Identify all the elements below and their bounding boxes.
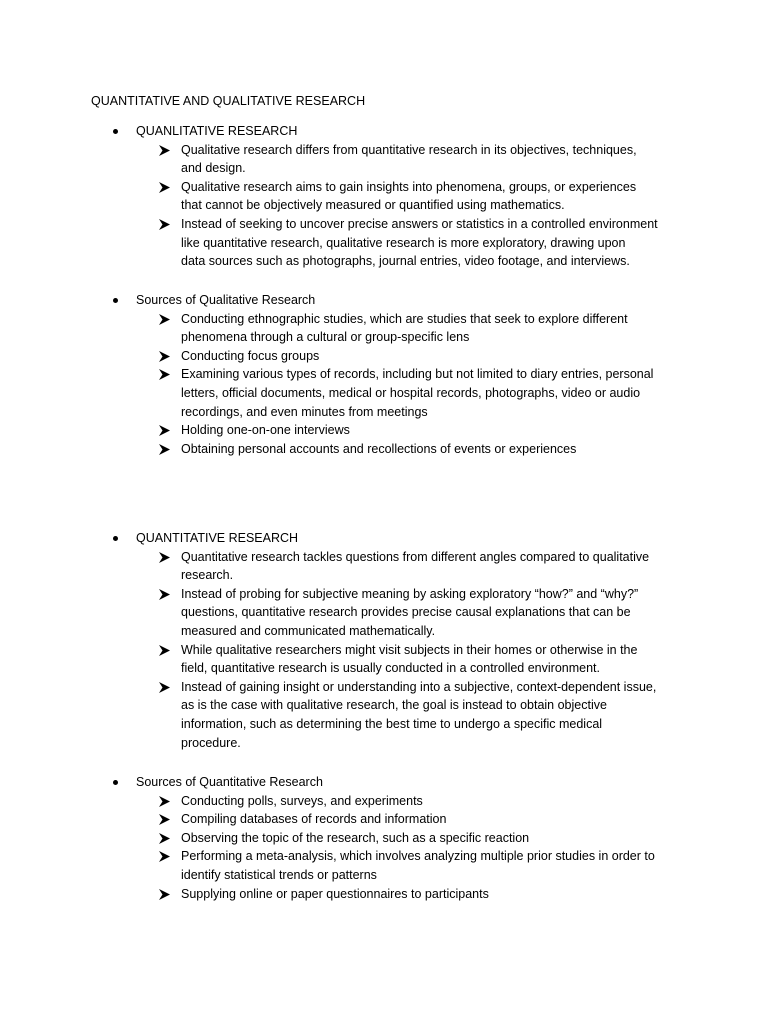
list-item — [0, 310, 677, 347]
section-sources-quantitative — [0, 773, 768, 903]
list-item — [0, 178, 677, 215]
arrowhead-bullet-icon — [158, 141, 174, 160]
list-item — [0, 141, 677, 178]
section-heading: QUANTITATIVE RESEARCH — [136, 531, 299, 545]
section-bullet — [0, 122, 768, 141]
arrowhead-bullet-icon — [158, 641, 174, 660]
arrowhead-bullet-icon — [158, 440, 174, 459]
list-item — [0, 215, 677, 271]
list-item-text: Observing the topic of the research, such as a specific reaction — [181, 830, 530, 845]
list-item — [0, 641, 677, 678]
list-item — [0, 810, 677, 829]
list-item — [0, 885, 677, 904]
list-item — [0, 548, 677, 585]
list-item-text: Instead of seeking to uncover precise answers or statistics in a controlled environment like quantitative research, qualitative research is more exploratory, drawing upon data sources such as photographs, journal entries, video footage, and interviews. — [181, 216, 658, 269]
sub-list — [0, 141, 768, 271]
list-item — [0, 829, 677, 848]
sub-list — [0, 310, 768, 459]
sub-list — [0, 548, 768, 753]
section-sources-qualitative — [0, 291, 768, 458]
list-item-text: Qualitative research aims to gain insights into phenomena, groups, or experiences that cannot be objectively measured or quantified using mathematics. — [181, 179, 637, 213]
section-bullet — [0, 529, 768, 548]
list-item — [0, 365, 677, 421]
arrowhead-bullet-icon — [158, 847, 174, 866]
list-item-text: Qualitative research differs from quantitative research in its objectives, techniques, and design. — [181, 142, 637, 176]
bullet-dot-icon — [113, 536, 118, 541]
section-heading: QUANLITATIVE RESEARCH — [136, 124, 298, 138]
list-item-text: Holding one-on-one interviews — [181, 423, 350, 438]
arrowhead-bullet-icon — [158, 310, 174, 329]
arrowhead-bullet-icon — [158, 421, 174, 440]
document-title: QUANTITATIVE AND QUALITATIVE RESEARCH — [91, 94, 366, 108]
list-item-text: Instead of probing for subjective meaning by asking exploratory “how?” and “why?” questions, quantitative research provides precise causal explanations that can be measured and communicated mathematically. — [181, 586, 639, 638]
list-item — [0, 421, 677, 440]
list-item-text: While qualitative researchers might visit subjects in their homes or otherwise in the field, quantitative research is usually conducted in a controlled environment. — [181, 642, 638, 676]
list-item-text: Quantitative research tackles questions from different angles compared to qualitative research. — [181, 549, 650, 583]
arrowhead-bullet-icon — [158, 365, 174, 384]
list-item — [0, 585, 677, 641]
arrowhead-bullet-icon — [158, 678, 174, 697]
list-item — [0, 792, 677, 811]
list-item — [0, 440, 677, 459]
arrowhead-bullet-icon — [158, 829, 174, 848]
list-item — [0, 847, 677, 884]
list-item-text: Performing a meta-analysis, which involves analyzing multiple prior studies in order to identify statistical trends or patterns — [181, 849, 655, 882]
bullet-dot-icon — [113, 129, 118, 134]
list-item-text: Conducting polls, surveys, and experiments — [181, 793, 423, 808]
sub-list — [0, 792, 768, 904]
section-quantitative-research — [0, 529, 768, 752]
list-item-text: Examining various types of records, including but not limited to diary entries, personal letters, official documents, medical or hospital records, photographs, video or audio recordings, and even minutes from meetings — [181, 367, 654, 419]
arrowhead-bullet-icon — [158, 548, 174, 567]
list-item — [0, 347, 677, 366]
section-heading: Sources of Qualitative Research — [136, 293, 316, 307]
list-item-text: Conducting ethnographic studies, which are studies that seek to explore different phenomena through a cultural or group-specific lens — [181, 311, 628, 345]
section-qualitative-research — [0, 122, 768, 271]
arrowhead-bullet-icon — [158, 792, 174, 811]
section-heading: Sources of Quantitative Research — [136, 775, 323, 789]
list-item-text: Instead of gaining insight or understanding into a subjective, context-dependent issue, as is the case with qualitative research, the goal is instead to obtain objective information, such as determining the best time to undergo a specific medical procedure. — [181, 679, 657, 750]
arrowhead-bullet-icon — [158, 178, 174, 197]
bullet-dot-icon — [113, 298, 118, 303]
arrowhead-bullet-icon — [158, 347, 174, 366]
list-item-text: Supplying online or paper questionnaires to participants — [181, 886, 489, 901]
arrowhead-bullet-icon — [158, 810, 174, 829]
arrowhead-bullet-icon — [158, 585, 174, 604]
arrowhead-bullet-icon — [158, 885, 174, 904]
list-item-text: Compiling databases of records and information — [181, 812, 447, 827]
bullet-dot-icon — [113, 780, 118, 785]
section-bullet — [0, 291, 768, 310]
arrowhead-bullet-icon — [158, 215, 174, 234]
list-item — [0, 678, 677, 752]
list-item-text: Conducting focus groups — [181, 348, 320, 363]
list-item-text: Obtaining personal accounts and recollections of events or experiences — [181, 441, 577, 456]
section-bullet — [0, 773, 768, 792]
